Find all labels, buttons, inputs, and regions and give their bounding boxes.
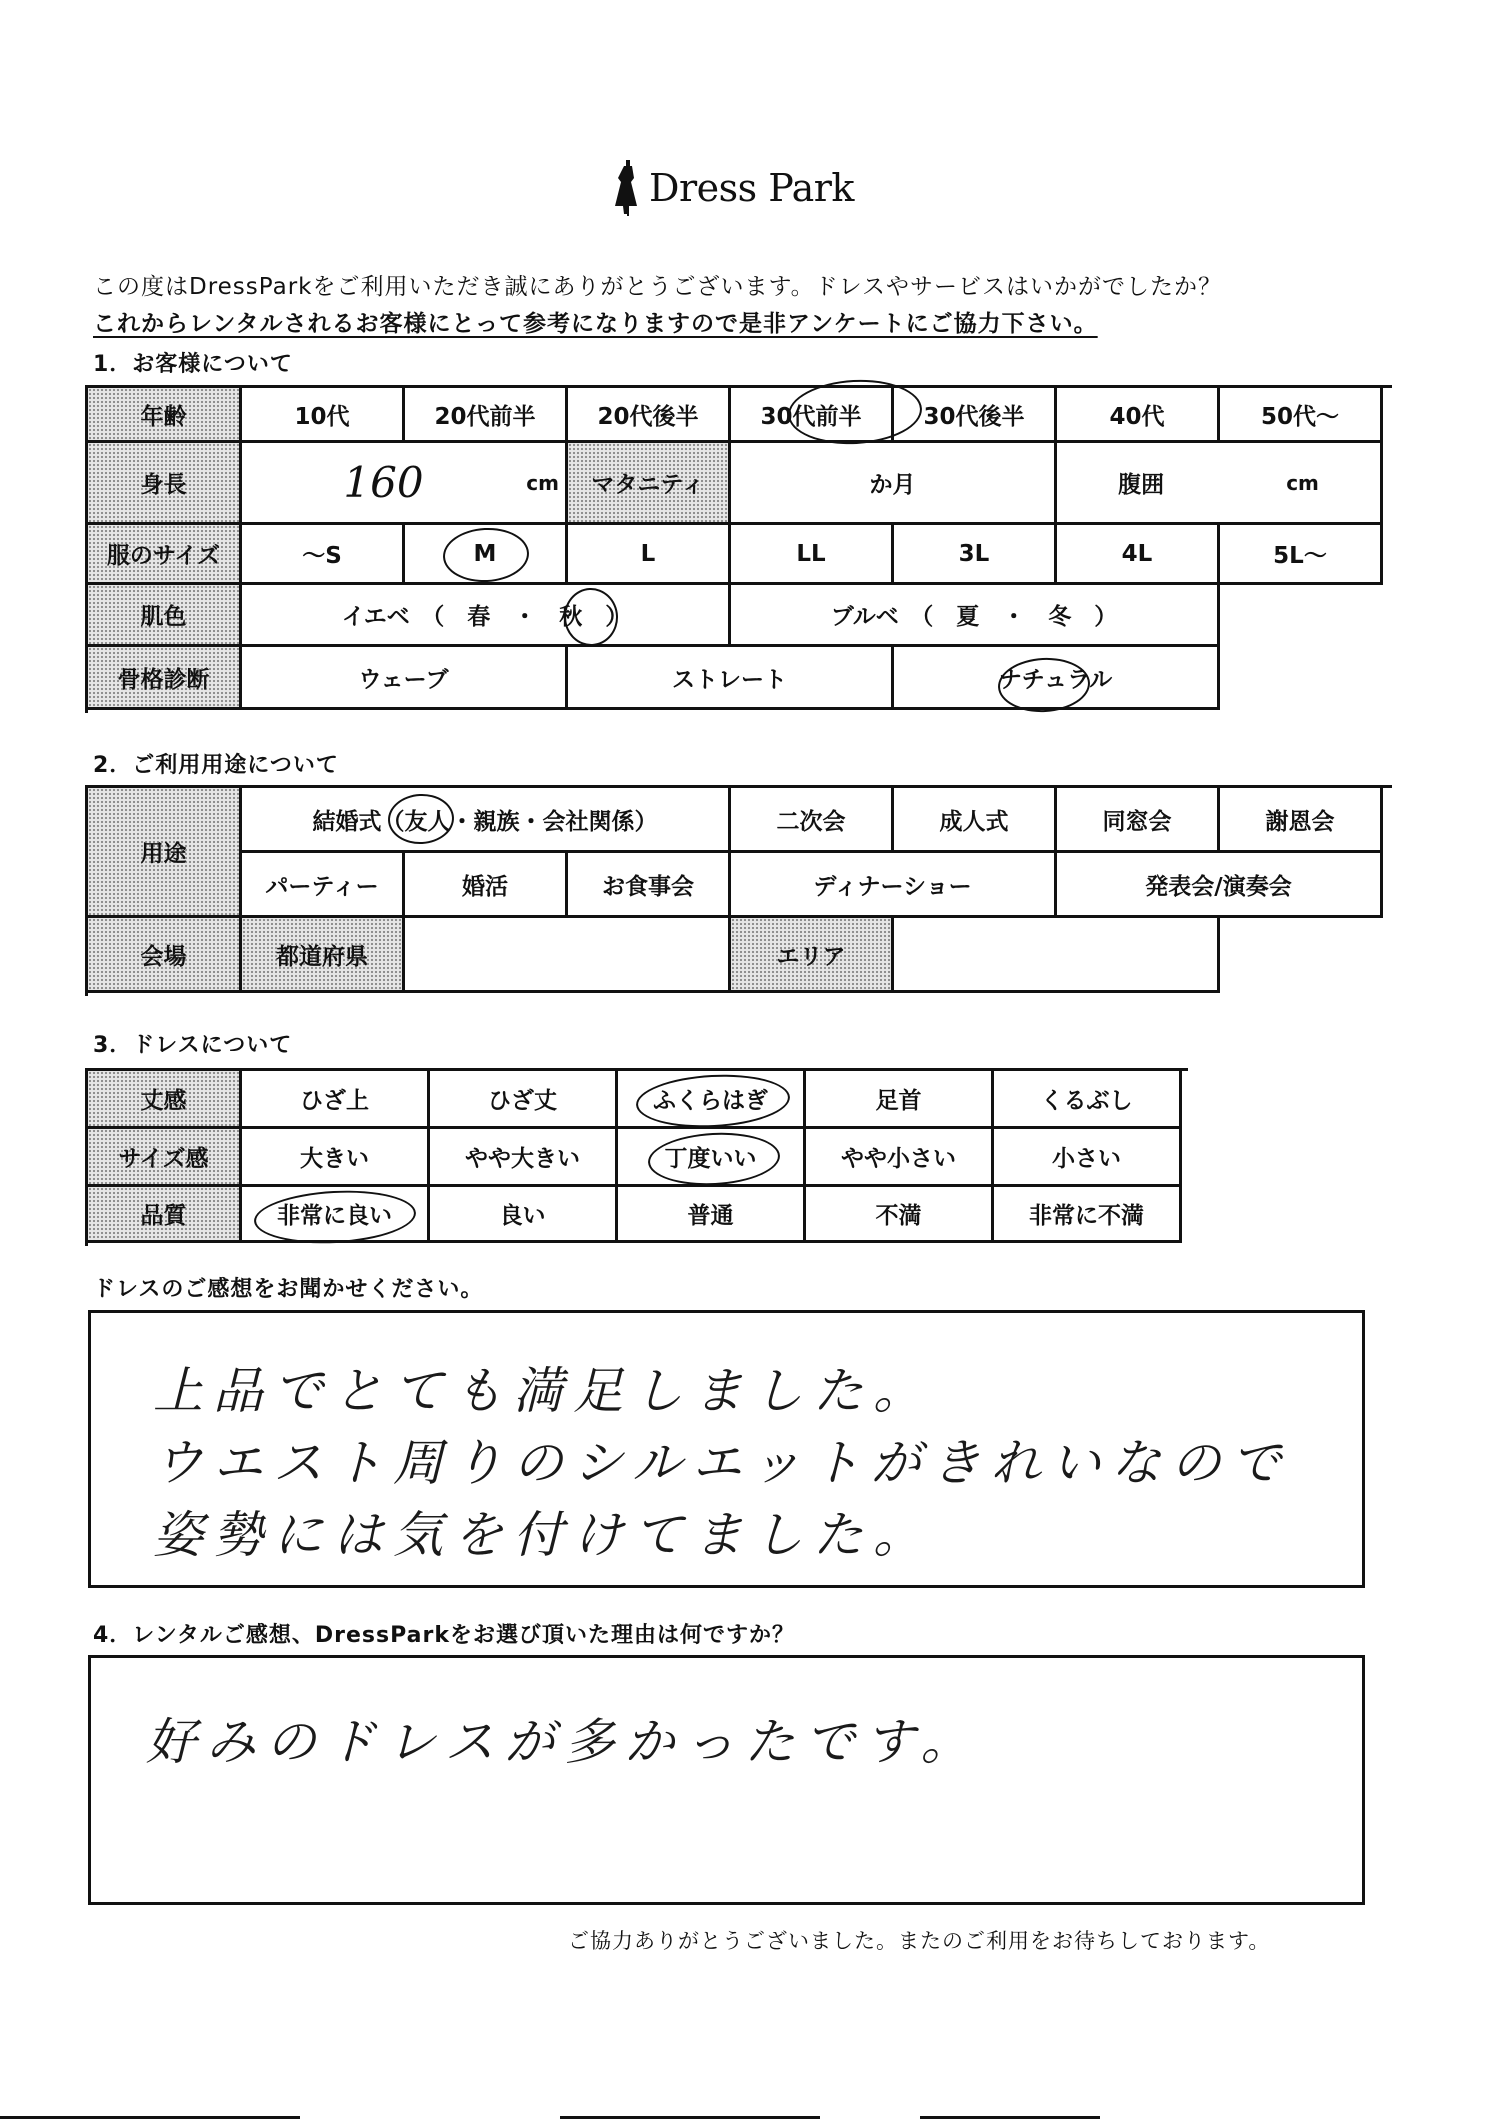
skin-yellow-option[interactable]: イエベ （ 春 ・ 秋 ） [242,585,731,647]
dress-comment-title: ドレスのご感想をお聞かせください。 [93,1277,484,1302]
maternity-field[interactable] [731,443,1057,525]
months-unit: か月 [869,472,916,498]
table-mask [1220,585,1400,715]
quality-option-selected[interactable]: 非常に良い [242,1187,430,1243]
customer-table [85,385,1392,713]
purpose-option[interactable]: 成人式 [894,788,1057,853]
scan-edge [920,2116,1100,2119]
section-usage-title: 2．ご利用用途について [93,753,339,778]
skin-label: 肌色 [88,585,242,647]
size-option-selected[interactable]: M [405,525,568,585]
age-option-selected[interactable]: 30代前半 [731,388,894,443]
fit-label: サイズ感 [88,1129,242,1187]
age-option[interactable]: 20代前半 [405,388,568,443]
age-option[interactable]: 40代 [1057,388,1220,443]
size-option[interactable]: 5L～ [1220,525,1383,585]
thanks-message: ご協力ありがとうございました。またのご利用をお待ちしております。 [568,1929,1271,1953]
area-label: エリア [731,918,894,993]
age-label: 年齢 [88,388,242,443]
intro-line-1: この度はDressParkをご利用いただき誠にありがとうございます。ドレスやサービスはいかがでしたか？ [93,274,1222,300]
scan-edge [0,2116,300,2119]
brand-name: Dress Park [649,166,854,210]
dress-table [85,1068,1188,1246]
fit-option[interactable]: 大きい [242,1129,430,1187]
height-field[interactable] [242,443,568,525]
dress-comment-line: 上品でとても満足しました。 [153,1362,933,1420]
quality-label: 品質 [88,1187,242,1243]
section-customer-title: 1．お客様について [93,352,293,377]
waist-field[interactable] [1057,443,1383,525]
section-reason-title: 4．レンタルご感想、DressParkをお選び頂いた理由は何ですか？ [93,1623,795,1648]
dress-icon [613,158,643,218]
reason-box[interactable] [88,1655,1365,1905]
frame-label: 骨格診断 [88,647,242,710]
size-option[interactable]: L [568,525,731,585]
fit-option[interactable]: やや小さい [806,1129,994,1187]
table-mask [1220,918,1400,998]
skin-blue-option[interactable]: ブルベ （ 夏 ・ 冬 ） [731,585,1220,647]
length-option[interactable]: ひざ丈 [430,1071,618,1129]
purpose-wedding[interactable]: 結婚式（友人・親族・会社関係） [242,788,731,853]
usage-table [85,785,1392,996]
purpose-option[interactable]: 二次会 [731,788,894,853]
dress-comment-line: ウエスト周りのシルエットがきれいなので [153,1434,1291,1492]
length-option-selected[interactable]: ふくらはぎ [618,1071,806,1129]
quality-option[interactable]: 普通 [618,1187,806,1243]
prefecture-label: 都道府県 [242,918,405,993]
purpose-option[interactable]: お食事会 [568,853,731,918]
size-option[interactable]: 4L [1057,525,1220,585]
size-label: 服のサイズ [88,525,242,585]
fit-option[interactable]: やや大きい [430,1129,618,1187]
length-option[interactable]: くるぶし [994,1071,1182,1129]
frame-option-selected[interactable]: ナチュラル [894,647,1220,710]
section-dress-title: 3．ドレスについて [93,1033,293,1058]
reason-line: 好みのドレスが多かったです。 [146,1713,981,1771]
purpose-option[interactable]: 同窓会 [1057,788,1220,853]
purpose-option[interactable]: 謝恩会 [1220,788,1383,853]
fit-option[interactable]: 小さい [994,1129,1182,1187]
size-option[interactable]: ～S [242,525,405,585]
height-unit: cm [526,470,559,495]
brand-logo [613,158,854,218]
waist-label: 腹囲 [1118,472,1165,498]
length-option[interactable]: 足首 [806,1071,994,1129]
purpose-option[interactable]: 婚活 [405,853,568,918]
age-option[interactable]: 20代後半 [568,388,731,443]
length-label: 丈感 [88,1071,242,1129]
quality-option[interactable]: 不満 [806,1187,994,1243]
height-label: 身長 [88,443,242,525]
height-value: 160 [343,458,424,507]
fit-option-selected[interactable]: 丁度いい [618,1129,806,1187]
age-option[interactable]: 50代～ [1220,388,1383,443]
dress-comment-line: 姿勢には気を付けてました。 [153,1506,933,1564]
length-option[interactable]: ひざ上 [242,1071,430,1129]
purpose-option[interactable]: パーティー [242,853,405,918]
size-option[interactable]: 3L [894,525,1057,585]
dress-comment-box[interactable] [88,1310,1365,1588]
area-field[interactable] [894,918,1220,993]
scan-edge [560,2116,820,2119]
age-option[interactable]: 10代 [242,388,405,443]
purpose-label: 用途 [88,788,242,918]
frame-option[interactable]: ストレート [568,647,894,710]
purpose-option[interactable]: 発表会/演奏会 [1057,853,1383,918]
waist-unit: cm [1286,470,1319,495]
size-option[interactable]: LL [731,525,894,585]
venue-label: 会場 [88,918,242,993]
quality-option[interactable]: 非常に不満 [994,1187,1182,1243]
maternity-label: マタニティ [568,443,731,525]
age-option[interactable]: 30代後半 [894,388,1057,443]
quality-option[interactable]: 良い [430,1187,618,1243]
intro-line-2: これからレンタルされるお客様にとって参考になりますので是非アンケートにご協力下さい。 [93,311,1098,337]
frame-option[interactable]: ウェーブ [242,647,568,710]
purpose-option[interactable]: ディナーショー [731,853,1057,918]
prefecture-field[interactable] [405,918,731,993]
